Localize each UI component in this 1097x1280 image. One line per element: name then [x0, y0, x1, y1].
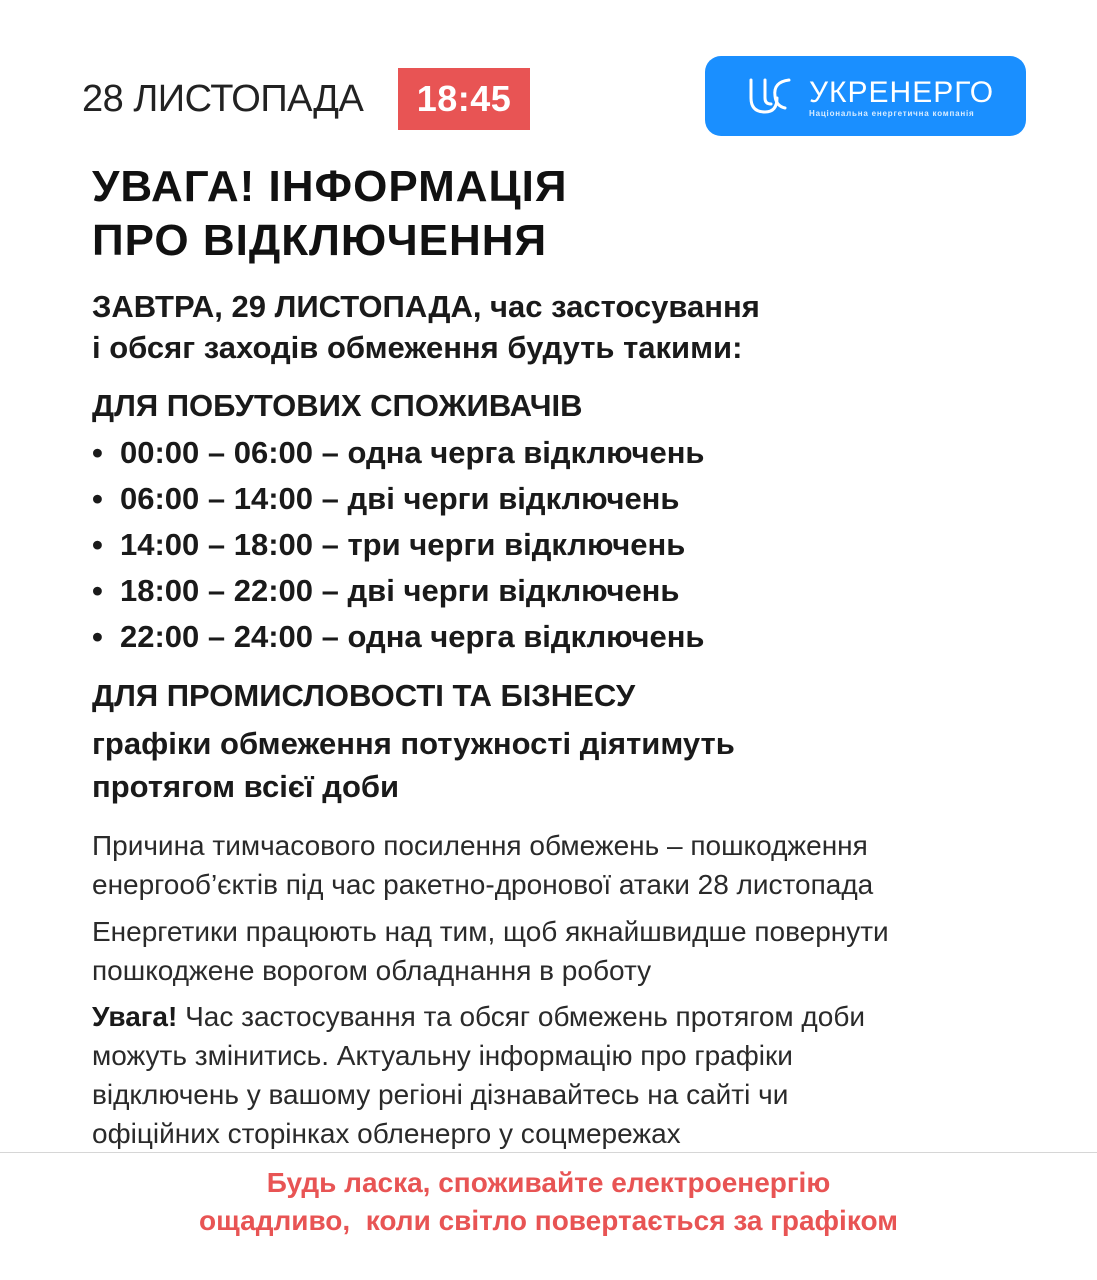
households-schedule	[92, 430, 704, 660]
bullet-icon: •	[92, 435, 103, 470]
intro-text	[92, 286, 760, 368]
ukrenergo-logo-icon	[747, 76, 793, 116]
ukrenergo-logo	[705, 56, 1026, 136]
repair-paragraph	[92, 912, 889, 990]
schedule-item: • 00:00 – 06:00 – одна черга відключень	[92, 430, 704, 476]
warning-label: Увага!	[92, 1001, 178, 1032]
schedule-item: • 18:00 – 22:00 – дві черги відключень	[92, 568, 704, 614]
reason-paragraph	[92, 826, 873, 904]
warning-line-4: офіційних сторінках обленерго у соцмережах	[92, 1118, 681, 1149]
warning-line-2: можуть змінитись. Актуальну інформацію про графіки	[92, 1040, 793, 1071]
schedule-item: • 14:00 – 18:00 – три черги відключень	[92, 522, 704, 568]
business-line-1: графіки обмеження потужності діятимуть	[92, 726, 735, 761]
footer-message	[0, 1164, 1097, 1240]
repair-line-2: пошкоджене ворогом обладнання в роботу	[92, 955, 652, 986]
page-title-line-2: ПРО ВІДКЛЮЧЕННЯ	[92, 216, 548, 265]
time-badge: 18:45	[398, 68, 530, 130]
bullet-icon: •	[92, 481, 103, 516]
reason-line-1: Причина тимчасового посилення обмежень – пошкодження	[92, 830, 868, 861]
page-title	[92, 160, 568, 268]
repair-line-1: Енергетики працюють над тим, щоб якнайшвидше повернути	[92, 916, 889, 947]
business-line-2: протягом всієї доби	[92, 769, 400, 804]
households-title: ДЛЯ ПОБУТОВИХ СПОЖИВАЧІВ	[92, 388, 583, 423]
page-title-line-1: УВАГА! ІНФОРМАЦІЯ	[92, 162, 568, 211]
logo-name: УКРЕНЕРГО	[809, 76, 995, 109]
footer-line-1: Будь ласка, споживайте електроенергію	[266, 1167, 831, 1198]
intro-line-2: і обсяг заходів обмеження будуть такими:	[92, 330, 743, 365]
date-label: 28 ЛИСТОПАДА	[82, 78, 364, 120]
footer-line-2: ощадливо, коли світло повертається за графіком	[199, 1205, 898, 1236]
schedule-item: • 22:00 – 24:00 – одна черга відключень	[92, 614, 704, 660]
bullet-icon: •	[92, 527, 103, 562]
footer-divider	[0, 1152, 1097, 1153]
bullet-icon: •	[92, 619, 103, 654]
business-text	[92, 722, 735, 808]
schedule-item: • 06:00 – 14:00 – дві черги відключень	[92, 476, 704, 522]
reason-line-2: енергооб’єктів під час ракетно-дронової атаки 28 листопада	[92, 869, 874, 900]
logo-subtitle: Національна енергетична компанія	[809, 109, 975, 118]
warning-paragraph	[92, 997, 865, 1153]
business-title: ДЛЯ ПРОМИСЛОВОСТІ ТА БІЗНЕСУ	[92, 678, 636, 713]
warning-line-3: відключень у вашому регіоні дізнавайтесь на сайті чи	[92, 1079, 789, 1110]
bullet-icon: •	[92, 573, 103, 608]
warning-line-1: Час застосування та обсяг обмежень протягом доби	[177, 1001, 866, 1032]
intro-line-1: ЗАВТРА, 29 ЛИСТОПАДА, час застосування	[92, 289, 760, 324]
